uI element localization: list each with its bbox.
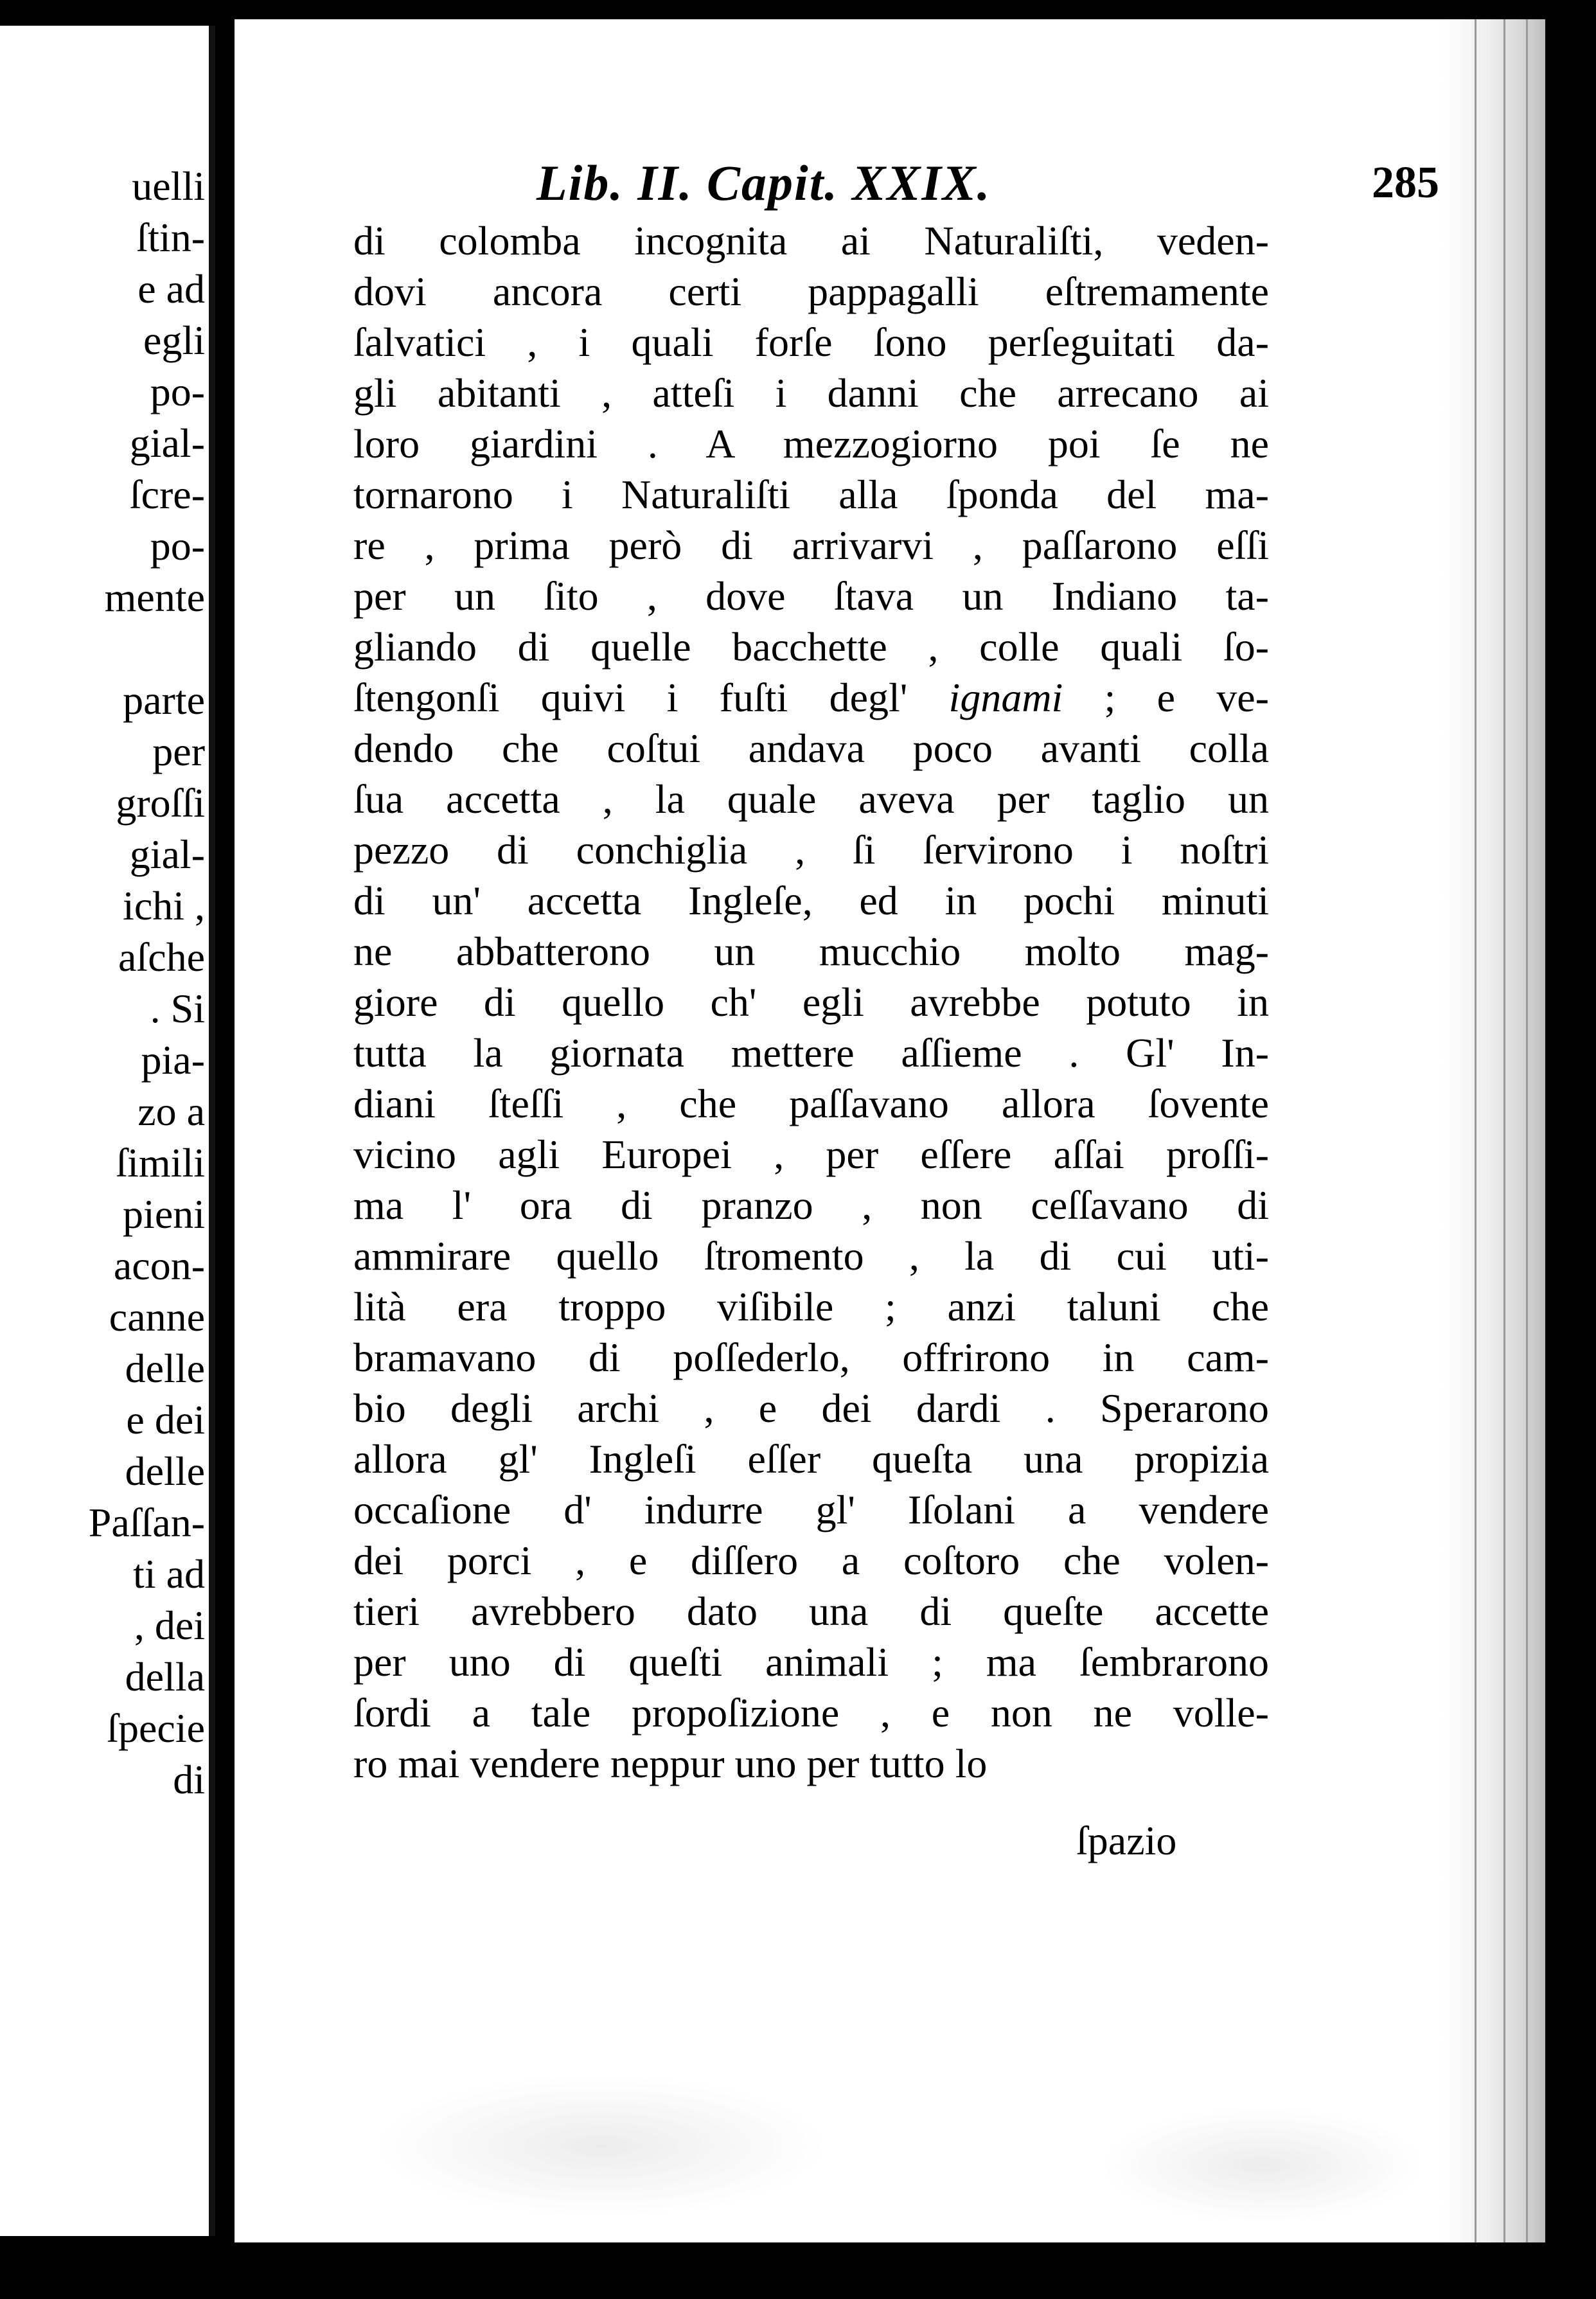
left-page-line: e dei [126,1397,205,1442]
left-page-line: mente [104,574,205,620]
left-page-line: acon- [113,1243,205,1288]
text-line: di colomba incognita ai Naturaliſti, veden- [353,218,1269,263]
left-page-line: ſpecie [107,1705,205,1751]
text-line: lità era troppo viſibile ; anzi taluni che [353,1284,1269,1329]
text-line: ſua accetta , la quale aveva per taglio un [353,776,1269,822]
left-facing-page [0,26,215,2236]
left-page-line [89,623,205,675]
left-page-line: ſimili [116,1140,205,1185]
left-page-line: pieni [123,1191,205,1237]
left-page-line: ſcre- [129,472,205,517]
body-text [353,215,1269,1789]
paper-stain [1102,2108,1423,2223]
text-line: ſordi a tale propoſizione , e non ne volle- [353,1690,1269,1735]
text-line: per uno di queſti animali ; ma ſembrarono [353,1639,1269,1685]
text-line: bio degli archi , e dei dardi . Sperarono [353,1385,1269,1431]
text-line: gliando di quelle bacchette , colle quali ſo- [353,624,1269,670]
left-page-line: ſtin- [136,215,205,260]
left-page-line: ti ad [133,1551,205,1597]
left-page-line: di [173,1757,205,1802]
left-page-line: uelli [132,163,205,209]
left-page-line: pia- [141,1037,205,1083]
left-page-line: parte [123,677,205,723]
left-page-line: egli [143,317,205,363]
left-page-line: ichi , [123,883,205,928]
text-line: dovi ancora certi pappagalli eſtremamente [353,269,1269,314]
left-page-line: . Si [150,986,205,1031]
paper-stain [376,2075,826,2217]
page-edge-line [1503,19,1505,2242]
text-line: pezzo di conchiglia , ſi ſervirono i noſtri [353,827,1269,873]
left-page-line: per [152,729,205,774]
running-head [536,151,1500,215]
left-page-line: gial- [129,831,205,877]
left-page-text-fragments [89,161,205,1806]
text-line: tornarono i Naturaliſti alla ſponda del ma- [353,472,1269,517]
page-edge-line [1526,19,1528,2242]
left-page-line: , dei [134,1602,205,1648]
text-line: di un' accetta Ingleſe, ed in pochi minuti [353,878,1269,923]
running-head-title: Lib. II. Capit. XXIX. [536,155,991,211]
text-line: dei porci , e diſſero a coſtoro che volen- [353,1538,1269,1583]
left-page-line: groſſi [116,780,205,826]
text-line: gli abitanti , atteſi i danni che arrecano ai [353,370,1269,416]
text-line: re , prima però di arrivarvi , paſſarono eſſi [353,522,1269,568]
right-page [235,19,1545,2242]
text-line: tieri avrebbero dato una di queſte accette [353,1588,1269,1634]
left-page-line: zo a [137,1088,205,1134]
left-page-line: canne [109,1294,205,1340]
text-line: bramavano di poſſederlo, offrirono in cam- [353,1335,1269,1380]
text-line: loro giardini . A mezzogiorno poi ſe ne [353,421,1269,466]
text-line: ammirare quello ſtromento , la di cui uti- [353,1233,1269,1279]
text-line: vicino agli Europei , per eſſere aſſai proſſi- [353,1132,1269,1177]
text-line: tutta la giornata mettere aſſieme . Gl' In- [353,1030,1269,1076]
page-edge-line [1475,19,1476,2242]
text-line: ſalvatici , i quali forſe ſono perſeguitati da- [353,319,1269,365]
text-line: dendo che coſtui andava poco avanti colla [353,725,1269,771]
italic-word: ignami [948,675,1063,720]
left-page-line: po- [150,523,205,569]
left-page-line: della [125,1654,205,1700]
page-number: 285 [1372,158,1439,208]
book-gutter [215,0,235,2299]
left-page-line: Paſſan- [88,1500,205,1545]
text-line: ne abbatterono un mucchio molto mag- [353,928,1269,974]
left-page-line: e ad [137,266,205,312]
catchword: ſpazio [1076,1818,1177,1863]
left-page-line: delle [125,1448,205,1494]
left-page-line: delle [125,1345,205,1391]
text-line: giore di quello ch' egli avrebbe potuto in [353,979,1269,1025]
text-line: ro mai vendere neppur uno per tutto lo [353,1741,988,1786]
left-page-line: po- [150,369,205,414]
page-edge-shading [1442,19,1545,2242]
text-line: ma l' ora di pranzo , non ceſſavano di [353,1182,1269,1228]
text-line: per un ſito , dove ſtava un Indiano ta- [353,573,1269,619]
text-line: ſtengonſi quivi i fuſti degl' ignami ; e ve- [353,675,1270,720]
left-page-line: gial- [129,420,205,466]
left-page-line: aſche [118,934,205,980]
text-line: allora gl' Ingleſi eſſer queſta una propizia [353,1436,1269,1482]
text-line: diani ſteſſi , che paſſavano allora ſovente [353,1081,1269,1126]
text-line: occaſione d' indurre gl' Iſolani a vendere [353,1487,1269,1532]
